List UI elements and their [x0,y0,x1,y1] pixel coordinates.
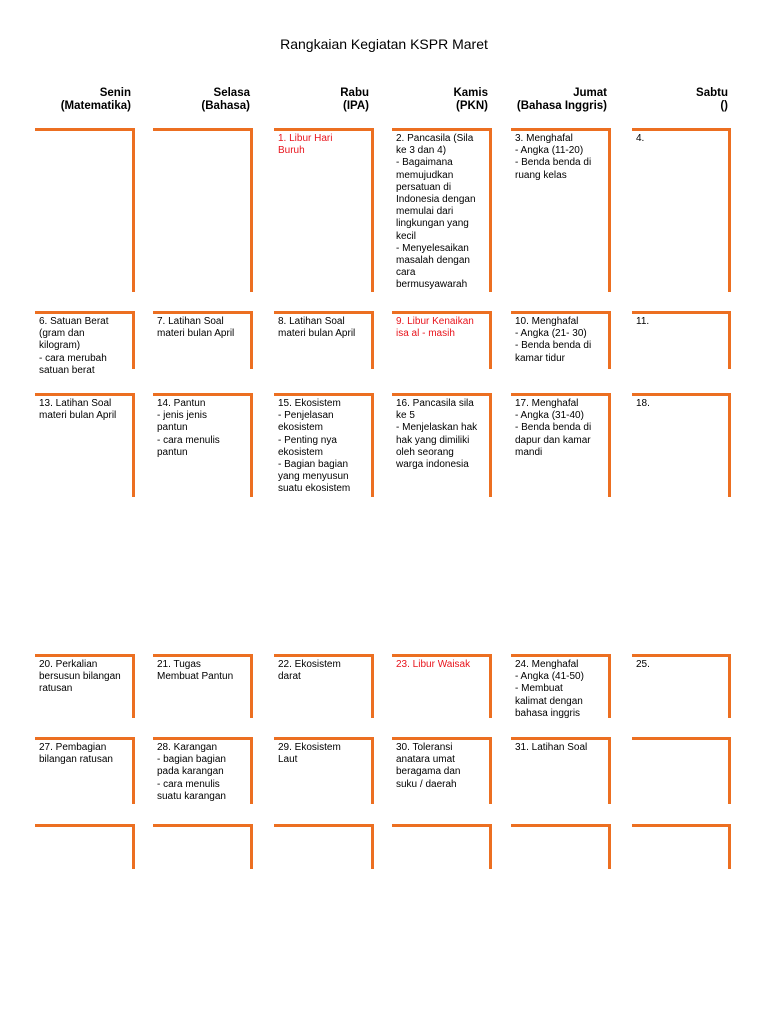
calendar-cell [511,393,611,497]
calendar-cell [632,128,731,292]
day-header-jumat [497,87,607,113]
activity-text: 13. Latihan Soal materi bulan April [39,398,117,422]
day-header-kamis [378,87,488,113]
day-header-rabu [259,87,369,113]
activity-text: 10. Menghafal - Angka (21- 30) - Benda benda di kamar tidur [515,316,592,364]
calendar-cell [511,824,611,869]
day-subject: () [720,100,728,112]
activity-text: 28. Karangan - bagian bagian pada karangan - cara menulis suatu karangan [157,742,226,802]
calendar-cell [632,737,731,804]
holiday-text: 9. Libur Kenaikan isa al - masih [396,316,474,340]
calendar-cell [392,824,492,869]
activity-text: 29. Ekosistem Laut [278,742,341,766]
calendar-cell [274,311,374,369]
holiday-text: 1. Libur Hari Buruh [278,133,333,157]
calendar-cell [153,824,253,869]
calendar-cell [35,393,135,497]
holiday-text: 23. Libur Waisak [396,659,471,670]
activity-text: 8. Latihan Soal materi bulan April [278,316,356,340]
day-subject: (Matematika) [60,100,131,112]
activity-text: 18. [636,398,650,409]
calendar-cell [274,654,374,718]
activity-text: 14. Pantun - jenis jenis pantun - cara menulis pantun [157,398,220,458]
activity-text: 17. Menghafal - Angka (31-40) - Benda benda di dapur dan kamar mandi [515,398,592,458]
activity-text: 7. Latihan Soal materi bulan April [157,316,235,340]
activity-text: 15. Ekosistem - Penjelasan ekosistem - Penting nya ekosistem - Bagian bagian yang menyusun suatu ekosistem [278,398,351,495]
calendar-cell [392,393,492,497]
day-header-sabtu [618,87,728,113]
calendar-cell [632,824,731,869]
day-name: Kamis [453,87,488,99]
day-name: Selasa [213,87,250,99]
activity-text: 4. [636,133,645,144]
day-subject: (Bahasa) [201,100,250,112]
day-name: Jumat [573,87,607,99]
activity-text: 20. Perkalian bersusun bilangan ratusan [39,659,121,695]
calendar-cell [274,393,374,497]
activity-text: 16. Pancasila sila ke 5 - Menjelaskan hak hak yang dimiliki oleh seorang warga indonesia [396,398,478,471]
calendar-cell [35,128,135,292]
calendar-cell [274,128,374,292]
day-header-senin [21,87,131,113]
calendar-cell [511,311,611,369]
activity-text: 6. Satuan Berat (gram dan kilogram) - cara merubah satuan berat [39,316,109,376]
activity-text: 3. Menghafal - Angka (11-20) - Benda benda di ruang kelas [515,133,592,181]
calendar-cell [392,737,492,804]
day-header-selasa [140,87,250,113]
activity-text: 27. Pembagian bilangan ratusan [39,742,113,766]
activity-text: 21. Tugas Membuat Pantun [157,659,234,683]
calendar-cell [632,311,731,369]
calendar-cell [511,654,611,718]
calendar-cell [511,737,611,804]
calendar-cell [35,824,135,869]
day-name: Senin [99,87,131,99]
day-subject: (PKN) [456,100,488,112]
calendar-cell [511,128,611,292]
activity-text: 31. Latihan Soal [515,742,588,753]
day-subject: (Bahasa Inggris) [516,100,607,112]
calendar-cell [392,128,492,292]
calendar-cell [153,737,253,804]
calendar-cell [274,824,374,869]
calendar-cell [632,654,731,718]
activity-text: 24. Menghafal - Angka (41-50) - Membuat kalimat dengan bahasa inggris [515,659,584,719]
activity-text: 30. Toleransi anatara umat beragama dan suku / daerah [396,742,461,790]
calendar-cell [35,654,135,718]
day-name: Rabu [340,87,369,99]
calendar-cell [153,128,253,292]
calendar-cell [35,311,135,376]
calendar-cell [153,654,253,718]
activity-text: 11. [636,316,650,327]
activity-text: 22. Ekosistem darat [278,659,341,683]
calendar-cell [35,737,135,804]
calendar-cell [392,654,492,718]
calendar-cell [632,393,731,497]
day-subject: (IPA) [343,100,369,112]
activity-text: 25. [636,659,650,670]
calendar-cell [274,737,374,804]
activity-text: 2. Pancasila (Sila ke 3 dan 4) - Bagaimana memujudkan persatuan di Indonesia dengan memulai dari lingkungan yang kecil - Menyelesaikan masalah dengan cara bermusyawarah [396,133,476,291]
calendar-cell [392,311,492,369]
calendar-cell [153,311,253,369]
day-name: Sabtu [696,87,728,99]
page-title: Rangkaian Kegiatan KSPR Maret [280,36,488,52]
calendar-cell [153,393,253,497]
